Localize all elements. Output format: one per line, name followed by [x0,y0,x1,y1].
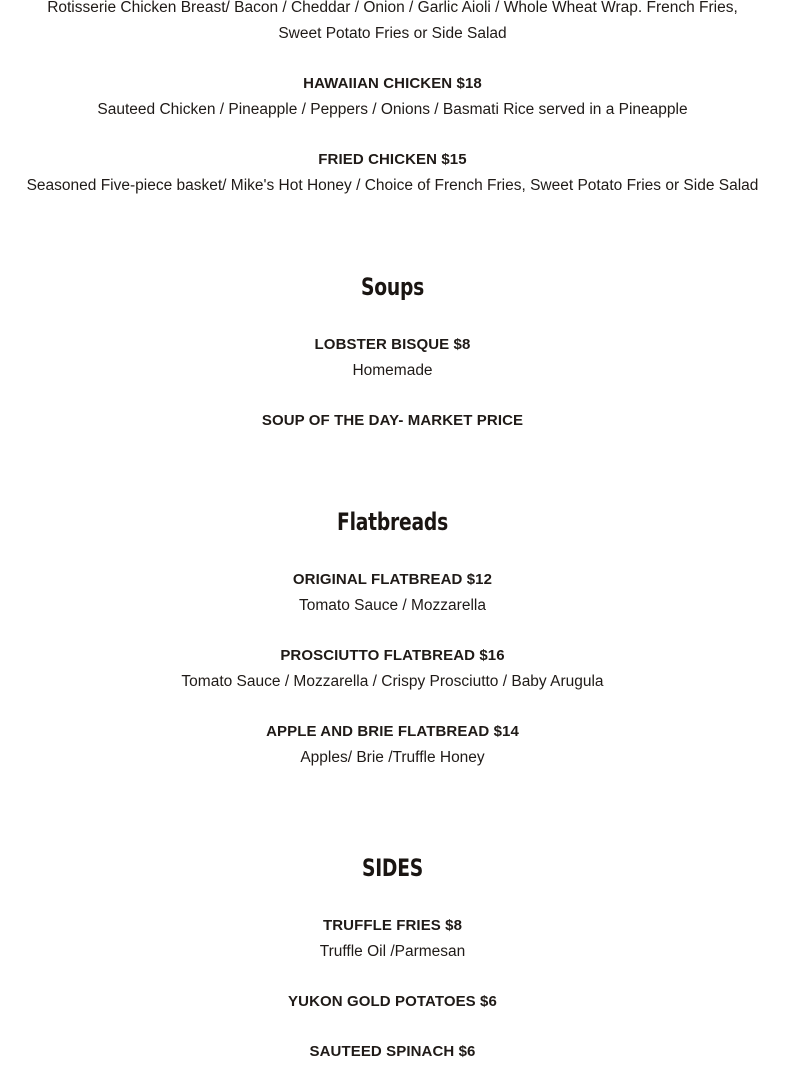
hawaiian-chicken-title: HAWAIIAN CHICKEN $18 [303,75,482,92]
lobster-bisque-description: Homemade [352,362,433,379]
fried-chicken-title: FRIED CHICKEN $15 [318,151,467,168]
sides-heading: SIDES [361,854,424,882]
apple-brie-flatbread-title: APPLE AND BRIE FLATBREAD $14 [266,723,519,740]
soup-of-the-day-title: SOUP OF THE DAY- MARKET PRICE [261,412,524,429]
prosciutto-flatbread-description: Tomato Sauce / Mozzarella / Crispy Prosciutto / Baby Arugula [181,673,604,690]
yukon-gold-potatoes-title: YUKON GOLD POTATOES $6 [288,993,497,1010]
truffle-fries-description: Truffle Oil /Parmesan [319,943,466,960]
lobster-bisque-title: LOBSTER BISQUE $8 [314,336,471,353]
flatbreads-heading: Flatbreads [337,508,448,536]
wrap-item-description-line-2: Sweet Potato Fries or Side Salad [278,25,507,42]
soups-heading: Soups [360,273,425,301]
sauteed-spinach-title: SAUTEED SPINACH $6 [309,1043,476,1060]
fried-chicken-description: Seasoned Five-piece basket/ Mike's Hot Honey / Choice of French Fries, Sweet Potato Fries or Side Salad [26,177,759,194]
truffle-fries-title: TRUFFLE FRIES $8 [322,917,463,934]
original-flatbread-description: Tomato Sauce / Mozzarella [299,597,486,614]
original-flatbread-title: ORIGINAL FLATBREAD $12 [292,571,493,588]
apple-brie-flatbread-description: Apples/ Brie /Truffle Honey [300,749,485,766]
prosciutto-flatbread-title: PROSCIUTTO FLATBREAD $16 [280,647,505,664]
hawaiian-chicken-description: Sauteed Chicken / Pineapple / Peppers / Onions / Basmati Rice served in a Pineapple [97,101,688,118]
wrap-item-description-line-1: Rotisserie Chicken Breast/ Bacon / Cheddar / Onion / Garlic Aioli / Whole Wheat Wrap. French Fries, [47,0,738,16]
